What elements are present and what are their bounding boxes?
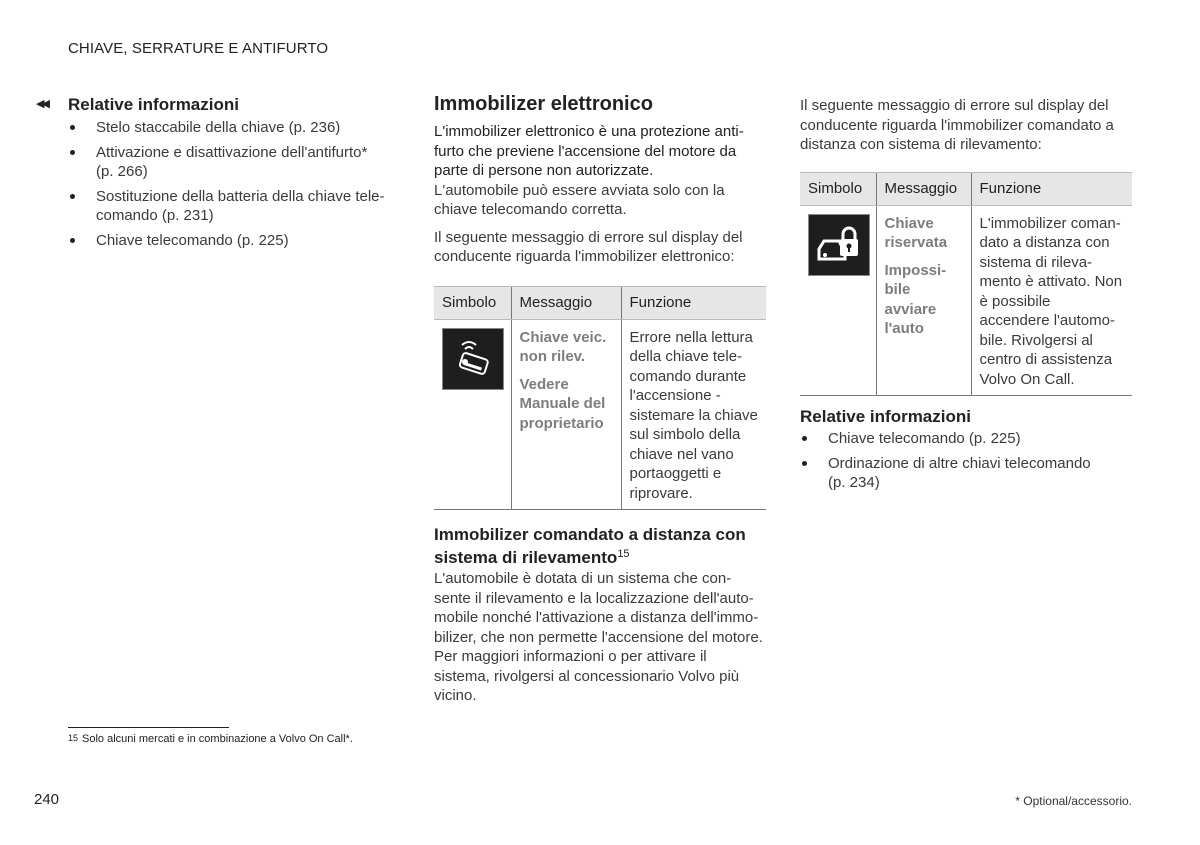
error-intro-paragraph: Il seguente messaggio di errore sul display del conducente riguarda l'immobilizer elettronico: xyxy=(434,228,743,265)
middle-column xyxy=(434,93,766,706)
table-row xyxy=(434,319,766,510)
page-header-title: CHIAVE, SERRATURE E ANTIFURTO xyxy=(68,40,329,57)
related-info-title: Relative informazioni xyxy=(800,407,971,426)
subsection-paragraph: L'automobile è dotata di un sistema che con-sente il rilevamento e la localizzazione dell'auto-mobile nonché l'attivazione a distanza dell'immo-bilizer, che non permette l'accensione del motore. Per maggiori informazioni o per attivare il sistema, rivolgersi al concessionario Volvo più vicino. xyxy=(434,570,763,704)
related-link[interactable]: Stelo staccabile della chiave (p. 236) xyxy=(68,118,398,138)
footnote-number: 15 xyxy=(68,733,79,743)
page-number: 240 xyxy=(34,791,60,808)
related-link[interactable]: Attivazione e disattivazione dell'antifurto* (p. 266) xyxy=(68,143,371,182)
related-link[interactable]: Chiave telecomando (p. 225) xyxy=(68,231,398,251)
subsection-title: Immobilizer comandato a distanza con sistema di rilevamento$^{15}$ xyxy=(434,525,746,567)
message-cell xyxy=(511,319,621,510)
column-header-message: Messaggio xyxy=(876,172,971,205)
symbol-cell xyxy=(434,319,511,510)
related-info-title: Relative informazioni xyxy=(68,95,239,114)
symbol-cell xyxy=(800,205,876,396)
car-locked-icon xyxy=(808,214,870,276)
footnote-divider xyxy=(68,727,229,728)
intro-bold-paragraph: L'immobilizer elettronico è una protezione anti-furto che previene l'accensione del motore da parte di persone non autorizzate. xyxy=(434,123,744,179)
related-link[interactable]: Sostituzione della batteria della chiave tele-comando (p. 231) xyxy=(68,187,391,226)
column-header-function: Funzione xyxy=(621,286,766,319)
message-primary: Chiave veic. non rilev. xyxy=(519,328,607,365)
error-intro-paragraph: Il seguente messaggio di errore sul display del conducente riguarda l'immobilizer comandato a distanza con sistema di rilevamento: xyxy=(800,97,1114,153)
key-not-detected-icon xyxy=(442,328,504,390)
column-header-function: Funzione xyxy=(971,172,1132,205)
table-row xyxy=(800,205,1132,396)
message-secondary: Impossi-bile avviare l'auto xyxy=(884,261,947,337)
related-link[interactable]: Ordinazione di altre chiavi telecomando (p. 234) xyxy=(800,454,1108,493)
left-related-section xyxy=(68,95,398,255)
error-message-table xyxy=(434,286,766,511)
message-cell xyxy=(876,205,971,396)
footnote-text: Solo alcuni mercati e in combinazione a Volvo On Call*. xyxy=(82,733,353,745)
footnote xyxy=(68,733,353,745)
optional-note: * Optional/accessorio. xyxy=(1015,794,1132,808)
column-header-symbol: Simbolo xyxy=(434,286,511,319)
intro-paragraph: L'automobile può essere avviata solo con la chiave telecomando corretta. xyxy=(434,181,725,218)
message-secondary: Vedere Manuale del proprietario xyxy=(519,375,606,432)
related-link[interactable]: Chiave telecomando (p. 225) xyxy=(800,429,1132,449)
continued-marker-icon: ◀◀ xyxy=(36,98,47,110)
column-header-symbol: Simbolo xyxy=(800,172,876,205)
right-column xyxy=(800,96,1132,498)
function-cell: Errore nella lettura della chiave tele-comando durante l'accensione - sistemare la chiave sul simbolo della chiave nel vano portaoggetti e riprovare. xyxy=(621,319,766,510)
related-info-list xyxy=(68,118,398,250)
related-info-list xyxy=(800,429,1132,493)
error-message-table xyxy=(800,172,1132,397)
footnote-ref[interactable]: 15 xyxy=(617,548,630,560)
function-cell: L'immobilizer coman-dato a distanza con sistema di rileva-mento è attivato. Non è possibile accendere l'automo-bile. Rivolgersi al centro di assistenza Volvo On Call. xyxy=(971,205,1132,396)
section-title: Immobilizer elettronico xyxy=(434,93,653,115)
column-header-message: Messaggio xyxy=(511,286,621,319)
message-primary: Chiave riservata xyxy=(884,214,948,251)
